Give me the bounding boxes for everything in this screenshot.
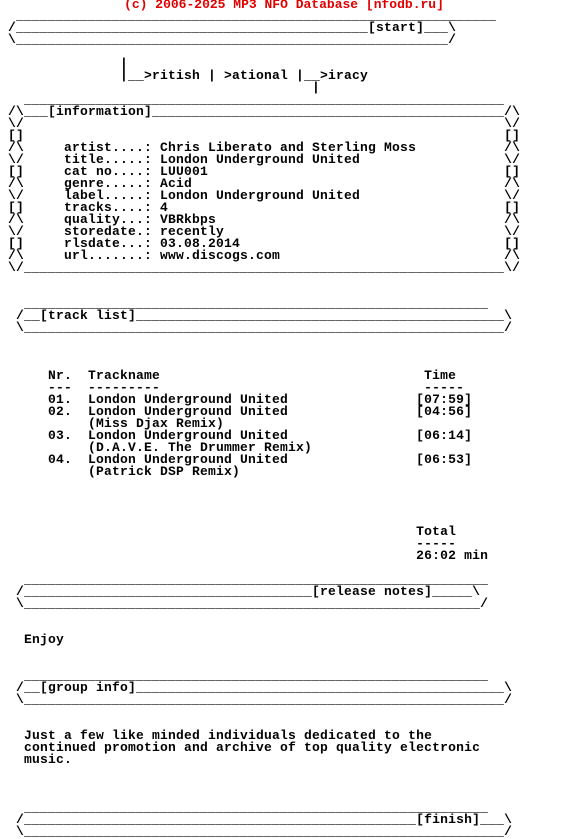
nfo-line: | [8,56,129,71]
nfo-line: 26:02 min [8,548,489,563]
nfo-line: \/ label.....: London Underground United \/ [8,188,521,203]
nfo-line: \____________________________________________________________/ [8,692,513,707]
nfo-line: /\ quality...: VBRkbps /\ [8,212,521,227]
nfo-line: music. [8,752,73,767]
nfo-line: 02. London Underground United [04:56] [8,404,473,419]
nfo-line: \______________________________________________________/ [8,32,457,47]
nfo-line: |__>ritish | >ational |__>iracy [8,68,369,83]
nfo-line: | [8,80,321,95]
nfo-line: [] tracks....: 4 [] [8,200,521,215]
nfo-line: \_________________________________________________________/ [8,596,489,611]
nfo-line: Total [8,524,457,539]
nfo-line: (D.A.V.E. The Drummer Remix) [8,440,313,455]
nfo-line: 01. London Underground United [07:59] [8,392,473,407]
nfo-line: /\ url.......: www.discogs.com /\ [8,248,521,263]
nfo-line: /\___[information]____________________________________________/\ [8,104,521,119]
nfo-line: /_________________________________________________[finish]___\ [8,812,513,827]
nfo-line: ____________________________________________________________ [8,92,505,107]
nfo-line: __________________________________________________________ [8,800,489,815]
nfo-line: \____________________________________________________________/ [8,320,513,335]
copyright-header: (c) 2006-2025 MP3 NFO Database [nfodb.ru] [124,0,444,12]
nfo-line: /\ genre.....: Acid /\ [8,176,521,191]
nfo-line: [] rlsdate...: 03.08.2014 [] [8,236,521,251]
nfo-line: 04. London Underground United [06:53] [8,452,473,467]
nfo-line: (Patrick DSP Remix) [8,464,241,479]
nfo-line: (Miss Djax Remix) [8,416,225,431]
nfo-text [8,10,520,838]
nfo-line: Just a few like minded individuals dedicated to the [8,728,433,743]
nfo-line: Nr. Trackname Time [8,368,457,383]
nfo-line: __________________________________________________________ [8,296,489,311]
nfo-line: /__[track list]______________________________________________\ [8,308,513,323]
nfo-line: 03. London Underground United [06:14] [8,428,473,443]
nfo-line: [] [] [8,128,521,143]
nfo-line: __________________________________________________________ [8,572,489,587]
nfo-line: \____________________________________________________________/ [8,824,513,839]
nfo-line: ----- [8,536,457,551]
nfo-line: --- --------- ----- [8,380,465,395]
nfo-line: \/ \/ [8,116,521,131]
nfo-line: /____________________________________________[start]___\ [8,20,457,35]
nfo-line: [] cat no....: LUU001 [] [8,164,521,179]
nfo-line: /\ artist....: Chris Liberato and Sterling Moss /\ [8,140,521,155]
nfo-line: ____________________________________________________________ [8,8,497,23]
nfo-line: /____________________________________[release notes]_____\ [8,584,481,599]
nfo-line: \/ storedate.: recently \/ [8,224,521,239]
nfo-line: \/ title.....: London Underground United \/ [8,152,521,167]
nfo-line: continued promotion and archive of top quality electronic [8,740,481,755]
nfo-line: \/____________________________________________________________\/ [8,260,521,275]
nfo-line: Enjoy [8,632,65,647]
nfo-line: /__[group info]______________________________________________\ [8,680,513,695]
nfo-line: __________________________________________________________ [8,668,489,683]
